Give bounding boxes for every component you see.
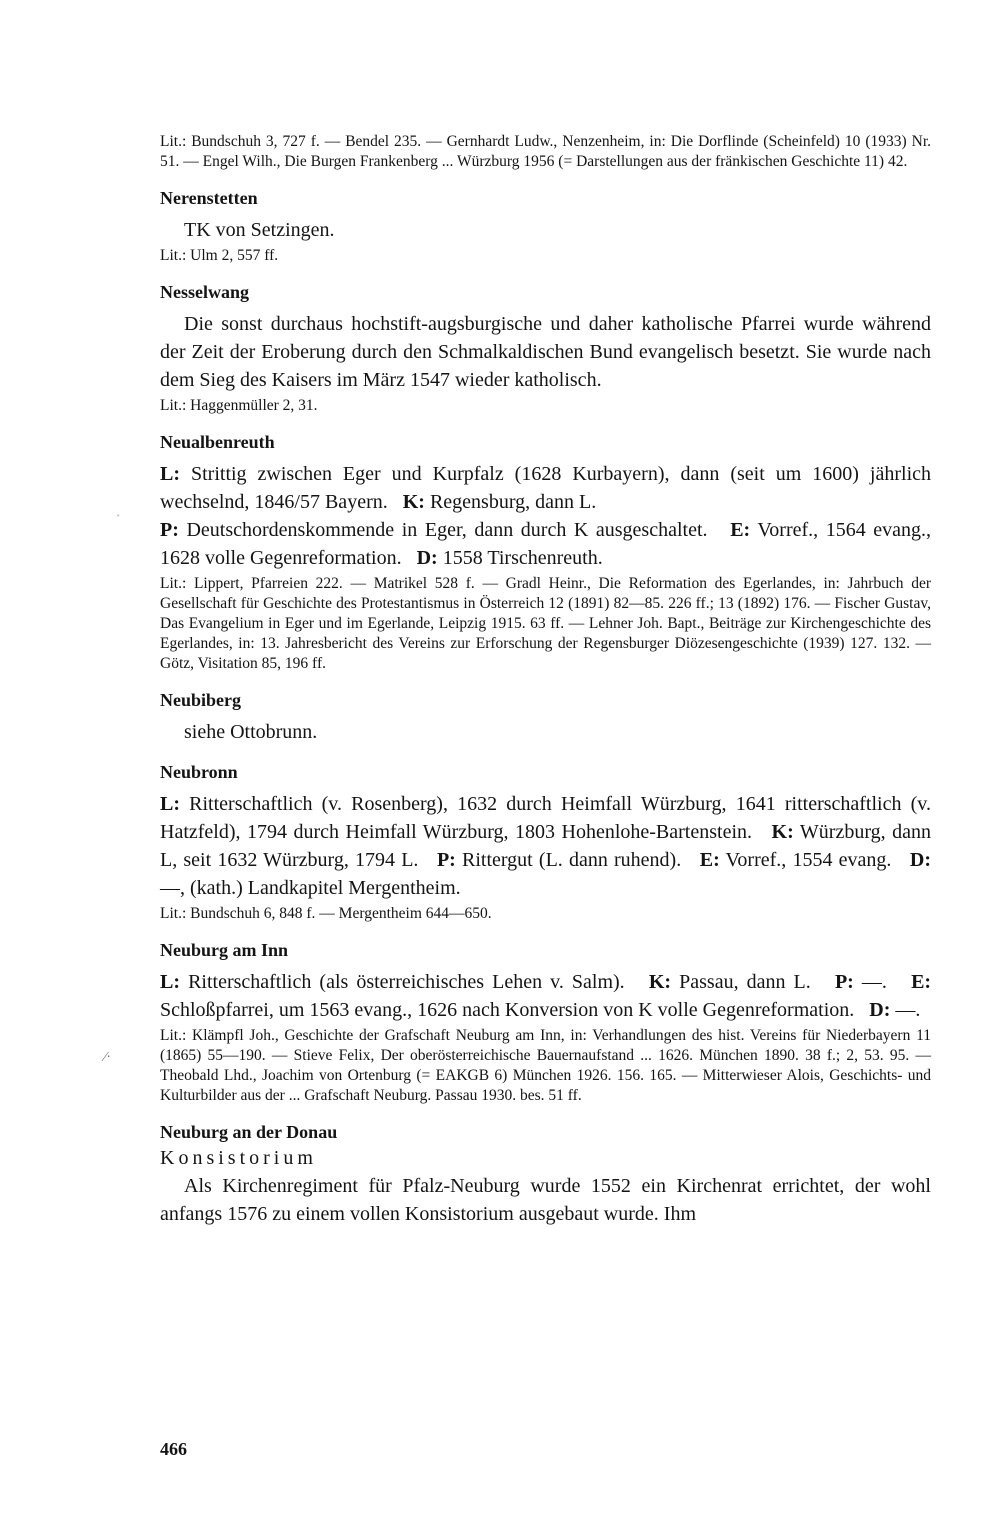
entry-nerenstetten	[160, 186, 931, 266]
key-k: K:	[771, 821, 794, 843]
key-k: K:	[402, 491, 425, 513]
text-e: Vorref., 1554 evang.	[725, 849, 892, 871]
margin-mark: ´	[116, 512, 120, 526]
entry-title: Neualbenreuth	[160, 432, 275, 452]
entry-title: Nesselwang	[160, 282, 249, 302]
text-p: —.	[861, 971, 887, 993]
text-e: Vorref., 1564 evang., 1628 volle Gegenreformation.	[160, 519, 932, 569]
entry-literature: Lit.: Haggenmüller 2, 31.	[160, 397, 318, 414]
entry-subtitle: Konsistorium	[160, 1147, 317, 1169]
key-d: D:	[416, 547, 438, 569]
entry-title: Neuburg an der Donau	[160, 1122, 338, 1142]
entry-title: Nerenstetten	[160, 188, 258, 208]
page-number: 466	[160, 1439, 187, 1459]
text-k: Passau, dann L.	[679, 971, 811, 993]
text-k: Würzburg, dann L, seit 1632 Würzburg, 1794 L.	[160, 821, 932, 871]
key-p: P:	[160, 519, 179, 541]
text-l: Ritterschaftlich (v. Rosenberg), 1632 durch Heimfall Würzburg, 1641 ritterschaftlich (v. Hatzfeld), 1794 durch Heimfall Würzburg, 1803 Hohenlohe-Bartenstein.	[160, 793, 931, 843]
entry-literature: Lit.: Lippert, Pfarreien 222. — Matrikel 528 f. — Gradl Heinr., Die Reformation des Egerlandes, in: Jahrbuch der Gesellschaft für Geschichte des Protestantismus in Österreich 12 (1891) 82—85. 226 ff.; 13 (1892) 176. — Fischer Gustav, Das Evangelium in Eger und im Egerlande, Leipzig 1915. 63 ff. — Lehner Joh. Bapt., Beiträge zur Kirchengeschichte des Egerlandes, in: 13. Jahresbericht des Vereins zur Erforschung der Regensburger Diözesengeschichte (1939) 127. 132. — Götz, Visitation 85, 196 ff.	[160, 575, 931, 672]
entry-text: siehe Ottobrunn.	[184, 721, 318, 743]
intro-literature: Lit.: Bundschuh 3, 727 f. — Bendel 235. — Gernhardt Ludw., Nenzenheim, in: Die Dorflinde (Scheinfeld) 10 (1933) Nr. 51. — Engel Wilh., Die Burgen Frankenberg ... Würzburg 1956 (= Darstellungen aus der fränkischen Geschichte 11) 42.	[160, 133, 931, 170]
key-d: D:	[909, 849, 931, 871]
key-e: E:	[911, 971, 932, 993]
entry-text	[160, 968, 931, 1024]
key-e: E:	[699, 849, 720, 871]
key-l: L:	[160, 463, 180, 485]
entry-text: TK von Setzingen.	[184, 219, 335, 241]
text-k: Regensburg, dann L.	[429, 491, 597, 513]
text-d: —.	[895, 999, 921, 1021]
entry-title: Neuburg am Inn	[160, 940, 289, 960]
text-d: 1558 Tirschenreuth.	[442, 547, 603, 569]
entry-text	[160, 460, 931, 572]
key-p: P:	[834, 971, 854, 993]
entry-neuburg-an-der-donau	[160, 1120, 931, 1228]
entry-nesselwang	[160, 280, 931, 416]
text-d: —, (kath.) Landkapitel Mergentheim.	[160, 877, 461, 899]
entry-literature: Lit.: Ulm 2, 557 ff.	[160, 247, 279, 264]
entry-literature: Lit.: Bundschuh 6, 848 f. — Mergentheim 644—650.	[160, 905, 492, 922]
text-p: Rittergut (L. dann ruhend).	[462, 849, 682, 871]
margin-mark: ⁄·	[104, 1050, 111, 1065]
entry-title: Neubronn	[160, 762, 238, 782]
entry-neuburg-am-inn	[160, 938, 931, 1106]
text-p: Deutschordenskommende in Eger, dann durch K ausgeschaltet.	[186, 519, 708, 541]
text-l: Strittig zwischen Eger und Kurpfalz (1628 Kurbayern), dann (seit um 1600) jährlich wechselnd, 1846/57 Bayern.	[160, 463, 931, 513]
entry-neubronn	[160, 760, 931, 924]
key-l: L:	[160, 971, 180, 993]
text-e: Schloßpfarrei, um 1563 evang., 1626 nach Konversion von K volle Gegenreformation.	[160, 999, 855, 1021]
entry-neubiberg	[160, 688, 931, 746]
text-l: Ritterschaftlich (als österreichisches Lehen v. Salm).	[188, 971, 625, 993]
entry-neualbenreuth	[160, 430, 931, 674]
key-k: K:	[648, 971, 672, 993]
entry-text: Als Kirchenregiment für Pfalz-Neuburg wurde 1552 ein Kirchenrat errichtet, der wohl anfangs 1576 zu einem vollen Konsistorium ausgebaut wurde. Ihm	[160, 1175, 931, 1225]
page-content	[160, 132, 931, 1228]
entry-text: Die sonst durchaus hochstift-augsburgische und daher katholische Pfarrei wurde während der Zeit der Eroberung durch den Schmalkaldischen Bund evangelisch besetzt. Sie wurde nach dem Sieg des Kaisers im März 1547 wieder katholisch.	[160, 313, 931, 391]
key-e: E:	[730, 519, 751, 541]
entry-text	[160, 790, 931, 902]
entry-title: Neubiberg	[160, 690, 241, 710]
entry-literature: Lit.: Klämpfl Joh., Geschichte der Grafschaft Neuburg am Inn, in: Verhandlungen des hist. Vereins für Niederbayern 11 (1865) 55—190. — Stieve Felix, Der oberösterreichische Bauernaufstand ... 1626. München 1890. 38 f.; 2, 53. 95. — Theobald Lhd., Joachim von Ortenburg (= EAKGB 6) München 1926. 156. 165. — Mitterwieser Alois, Geschichts- und Kulturbilder aus der ... Grafschaft Neuburg. Passau 1930. bes. 51 ff.	[160, 1027, 931, 1104]
key-l: L:	[160, 793, 180, 815]
key-p: P:	[436, 849, 456, 871]
key-d: D:	[869, 999, 891, 1021]
